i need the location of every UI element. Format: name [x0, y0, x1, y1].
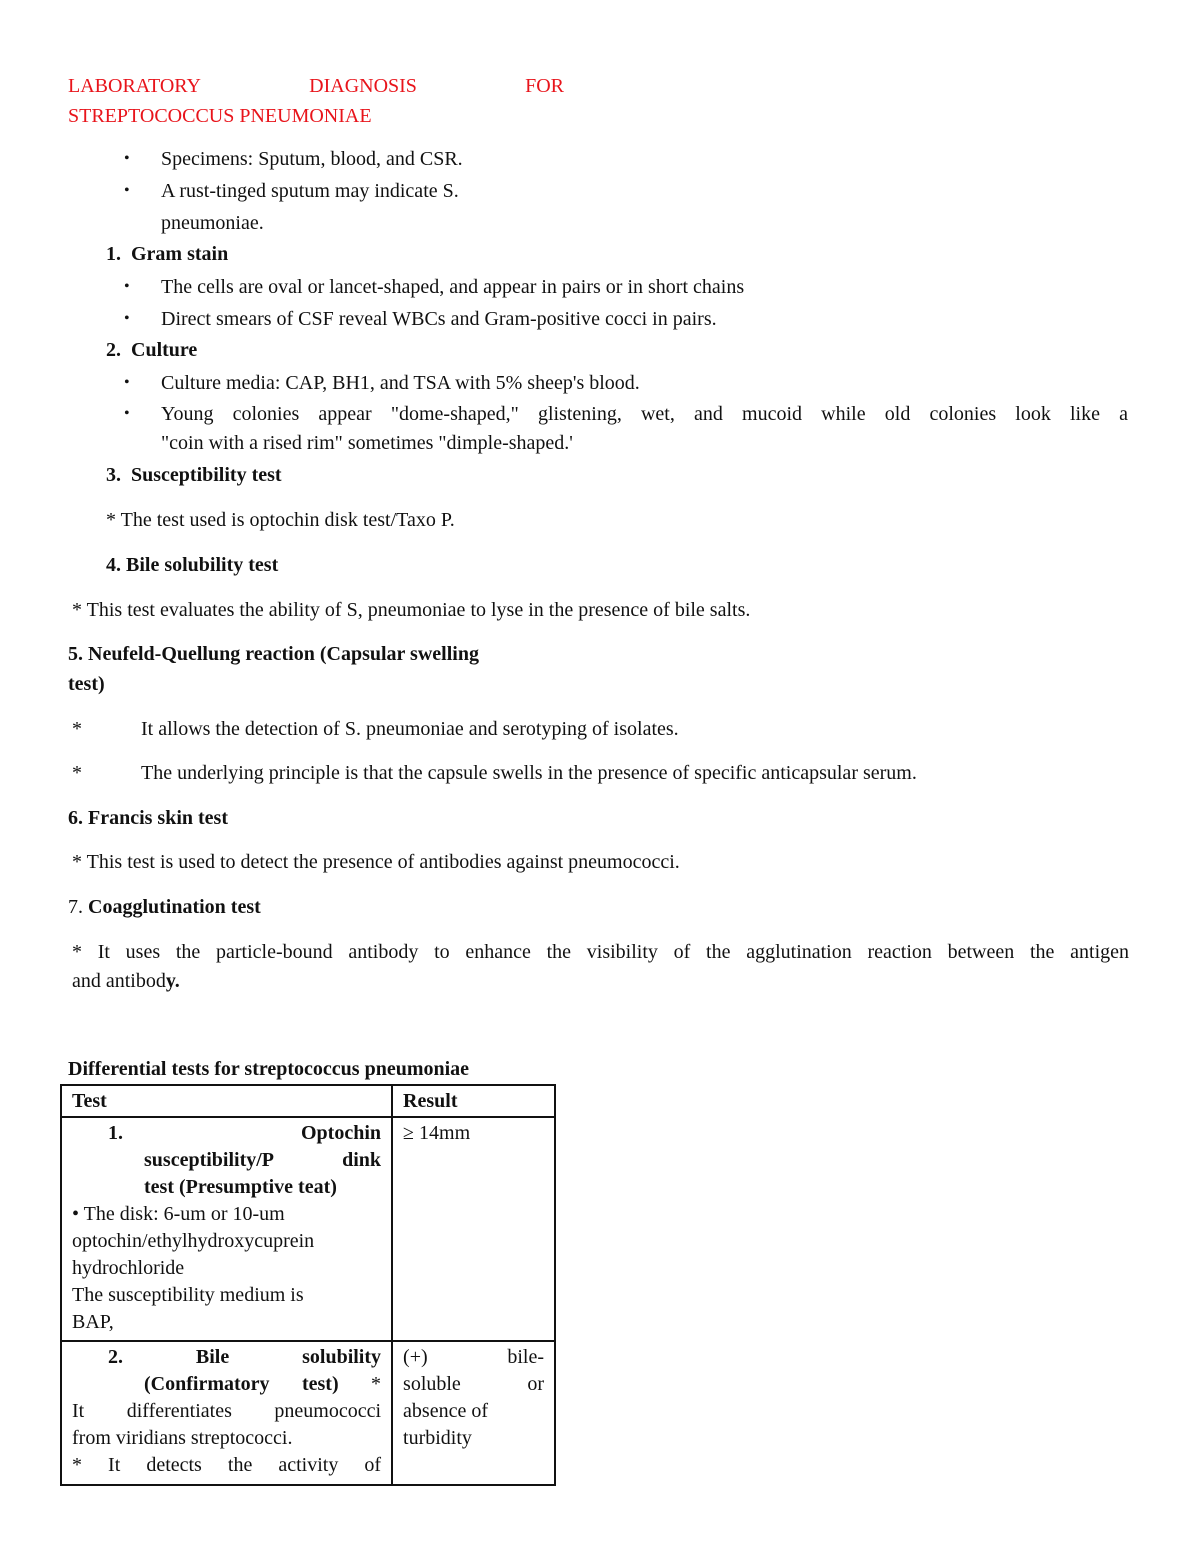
bile-detail-word: the — [227, 1454, 253, 1476]
intro-rust-sputum: A rust-tinged sputum may indicate S. — [161, 180, 459, 202]
bile-result-line — [403, 1344, 544, 1371]
coag-note-cont — [72, 967, 180, 995]
bile-star: * — [371, 1373, 382, 1395]
optochin-detail: hydrochloride — [72, 1257, 185, 1279]
bile-detail-word: detects — [146, 1454, 202, 1476]
optochin-detail: optochin/ethylhydroxycuprein — [72, 1230, 315, 1252]
neufeld-heading: 5. Neufeld-Quellung reaction (Capsular swelling — [68, 643, 479, 665]
title-word-1: LABORATORY — [68, 75, 201, 97]
bile-solubility-heading: 4. Bile solubility test — [106, 554, 279, 576]
francis-heading: 6. Francis skin test — [68, 807, 228, 829]
optochin-detail: BAP, — [72, 1311, 114, 1333]
coag-heading-number: 7. — [68, 896, 88, 918]
neufeld-heading-cont: test) — [68, 673, 105, 695]
bullet-icon: • — [124, 182, 130, 199]
bile-detail-word: pneumococci — [274, 1400, 382, 1422]
bile-detail-line — [72, 1452, 381, 1479]
table-header-row — [61, 1085, 555, 1117]
bile-result-line: turbidity — [403, 1427, 472, 1449]
intro-rust-sputum-cont: pneumoniae. — [161, 212, 264, 234]
bile-detail-line — [72, 1398, 381, 1425]
title-word-2: DIAGNOSIS — [309, 75, 417, 97]
table-row — [61, 1341, 555, 1485]
bile-solubility-note: * This test evaluates the ability of S, pneumoniae to lyse in the presence of bile salts. — [72, 599, 751, 621]
page-title-line-2: STREPTOCOCCUS PNEUMONIAE — [68, 105, 372, 127]
coag-note-cont-end: y. — [165, 970, 180, 992]
bile-result-word: bile- — [507, 1346, 544, 1368]
bile-detail-line: from viridians streptococci. — [72, 1427, 293, 1449]
bile-result-line: absence of — [403, 1400, 488, 1422]
culture-item-colonies: Young colonies appear "dome-shaped," glistening, wet, and mucoid while old colonies look like a — [161, 403, 1128, 425]
bile-detail-word: differentiates — [126, 1400, 232, 1422]
bullet-icon: • — [124, 310, 130, 327]
bile-result-cell — [392, 1341, 555, 1485]
bullet-icon: • — [124, 150, 130, 167]
optochin-test-cell — [61, 1117, 392, 1341]
neufeld-star: * — [72, 718, 82, 740]
optochin-heading-line — [72, 1147, 381, 1174]
optochin-heading-line — [72, 1120, 381, 1147]
bullet-icon: • — [124, 374, 130, 391]
bile-heading-word: test) — [301, 1373, 339, 1395]
neufeld-star: * — [72, 762, 82, 784]
coag-heading-text: Coagglutination test — [88, 896, 261, 918]
coag-heading — [68, 893, 261, 921]
column-header-result: Result — [392, 1085, 555, 1117]
bullet-icon: • — [124, 405, 130, 422]
differential-tests-table — [60, 1084, 556, 1486]
gram-item: The cells are oval or lancet-shaped, and appear in pairs or in short chains — [161, 276, 745, 298]
coag-note-cont-text: and antibod — [72, 970, 166, 992]
bullet-icon: • — [124, 278, 130, 295]
title-word-3: FOR — [525, 75, 564, 97]
optochin-heading-line: test (Presumptive teat) — [144, 1176, 337, 1198]
optochin-detail: • The disk: 6-um or 10-um — [72, 1203, 285, 1225]
bile-detail-word: of — [364, 1454, 382, 1476]
neufeld-item: The underlying principle is that the capsule swells in the presence of specific anticapsular serum. — [141, 762, 917, 784]
bile-heading-line — [72, 1371, 381, 1398]
bile-result-word: or — [527, 1373, 544, 1395]
bile-heading-line — [72, 1344, 381, 1371]
gram-item: Direct smears of CSF reveal WBCs and Gram-positive cocci in pairs. — [161, 308, 717, 330]
bile-detail-word: It — [72, 1400, 85, 1422]
susceptibility-heading: 3. Susceptibility test — [106, 464, 282, 486]
bile-detail-word: activity — [278, 1454, 339, 1476]
optochin-number: 1. — [108, 1122, 123, 1144]
optochin-heading-word: dink — [342, 1149, 382, 1171]
bile-heading-word: 2. Bile — [108, 1346, 230, 1368]
optochin-detail: The susceptibility medium is — [72, 1284, 304, 1306]
coag-note: * It uses the particle-bound antibody to enhance the visibility of the agglutination reaction between the antigen — [72, 941, 1129, 963]
bile-test-cell — [61, 1341, 392, 1485]
table-row — [61, 1117, 555, 1341]
neufeld-item: It allows the detection of S. pneumoniae and serotyping of isolates. — [141, 718, 679, 740]
optochin-name: Optochin — [301, 1122, 382, 1144]
culture-item-colonies-cont: "coin with a rised rim" sometimes "dimple-shaped.' — [161, 432, 573, 454]
bile-detail-word: * — [72, 1454, 82, 1476]
bile-result-word: (+) — [403, 1346, 428, 1368]
column-header-test: Test — [61, 1085, 392, 1117]
culture-item-media: Culture media: CAP, BH1, and TSA with 5% sheep's blood. — [161, 372, 640, 394]
francis-note: * This test is used to detect the presence of antibodies against pneumococci. — [72, 851, 680, 873]
bile-heading-word: solubility — [302, 1346, 382, 1368]
susceptibility-note: * The test used is optochin disk test/Taxo P. — [106, 509, 455, 531]
page-title-line-1 — [68, 72, 564, 100]
differential-table-title: Differential tests for streptococcus pneumoniae — [68, 1058, 470, 1080]
bile-detail-word: It — [108, 1454, 121, 1476]
bile-result-line — [403, 1371, 544, 1398]
culture-heading: 2. Culture — [106, 339, 198, 361]
optochin-result-cell: ≥ 14mm — [392, 1117, 555, 1341]
intro-specimens: Specimens: Sputum, blood, and CSR. — [161, 148, 463, 170]
gram-stain-heading: 1. Gram stain — [106, 243, 229, 265]
bile-result-word: soluble — [403, 1373, 461, 1395]
optochin-heading-word: susceptibility/P — [144, 1149, 273, 1171]
bile-heading-word: (Confirmatory — [144, 1373, 270, 1395]
